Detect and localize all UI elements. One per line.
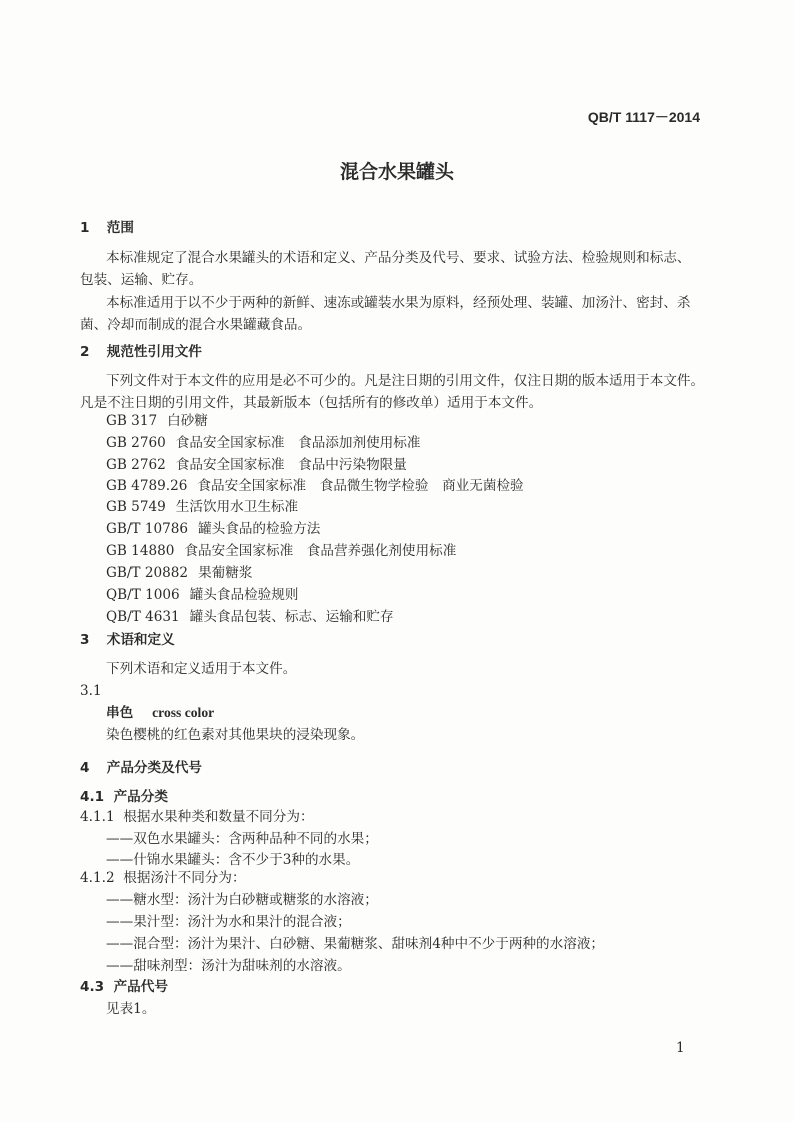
clause-4-1-2 <box>80 868 246 888</box>
clause-number: 4.1.1 <box>80 809 115 825</box>
reference-title: 食品安全国家标准 食品中污染物限量 <box>175 457 407 473</box>
reference-title: 食品安全国家标准 食品添加剂使用标准 <box>175 435 421 451</box>
standard-number: QB/T 1117－2014 <box>587 109 700 125</box>
section-number: 3 <box>80 632 90 648</box>
reference-code: GB 5749 <box>106 499 166 515</box>
paragraph-line: 凡是不注日期的引用文件，其最新版本（包括所有的修改单）适用于本文件。 <box>80 395 543 411</box>
term-cn: 串色 <box>106 705 134 721</box>
normative-reference <box>106 411 208 431</box>
reference-code: GB 2762 <box>106 457 166 473</box>
page-number: 1 <box>676 1040 685 1056</box>
clause-text: 根据汤汁不同分为： <box>123 870 246 886</box>
reference-title: 食品安全国家标准 食品微生物学检验 商业无菌检验 <box>197 478 524 494</box>
list-item: ——双色水果罐头：含两种品种不同的水果； <box>106 831 378 847</box>
section-3-heading <box>80 630 175 650</box>
section-number: 2 <box>80 344 90 360</box>
section-4-heading <box>80 758 202 778</box>
paragraph-line: 本标准适用于以不少于两种的新鲜、速冻或罐装水果为原料，经预处理、装罐、加汤汁、密封、杀 <box>106 295 691 311</box>
paragraph-line: 下列文件对于本文件的应用是必不可少的。凡是注日期的引用文件，仅注日期的版本适用于本文件。 <box>106 373 705 389</box>
normative-reference <box>106 607 394 627</box>
reference-code: GB 4789.26 <box>106 478 188 494</box>
section-2-heading <box>80 342 202 362</box>
list-item: ——果汁型：汤汁为水和果汁的混合液； <box>106 914 351 930</box>
section-title: 范围 <box>106 220 134 236</box>
reference-code: GB 2760 <box>106 435 166 451</box>
normative-reference <box>106 563 252 583</box>
normative-reference <box>106 541 456 561</box>
normative-reference <box>106 497 298 517</box>
section-title: 产品分类 <box>113 789 168 805</box>
normative-reference <box>106 476 524 496</box>
list-item: ——糖水型：汤汁为白砂糖或糖浆的水溶液； <box>106 892 378 908</box>
section-title: 产品分类及代号 <box>106 760 202 776</box>
normative-reference <box>106 455 407 475</box>
page-title: 混合水果罐头 <box>339 161 454 183</box>
normative-reference <box>106 519 320 539</box>
clause-text: 根据水果种类和数量不同分为： <box>123 809 314 825</box>
reference-code: GB 14880 <box>106 543 175 559</box>
list-item: ——什锦水果罐头：含不少于3种的水果。 <box>106 852 360 868</box>
reference-title: 果葡糖浆 <box>198 565 253 581</box>
reference-code: GB 317 <box>106 413 158 429</box>
normative-reference <box>106 433 420 453</box>
reference-title: 白砂糖 <box>167 413 208 429</box>
section-number: 4.1 <box>80 789 105 805</box>
paragraph-line: 菌、冷却而制成的混合水果罐藏食品。 <box>80 317 312 333</box>
subsection-4-1-heading <box>80 787 168 807</box>
term-en: cross color <box>152 705 215 720</box>
paragraph-line: 包装、运输、贮存。 <box>80 272 203 288</box>
paragraph-line: 见表1。 <box>106 1001 156 1017</box>
list-item: ——混合型：汤汁为果汁、白砂糖、果葡糖浆、甜味剂4种中不少于两种的水溶液； <box>106 936 605 952</box>
section-title: 规范性引用文件 <box>106 344 202 360</box>
reference-code: QB/T 4631 <box>106 609 180 625</box>
reference-title: 罐头食品检验规则 <box>189 587 299 603</box>
normative-reference <box>106 585 298 605</box>
section-number: 1 <box>80 220 90 236</box>
term-number: 3.1 <box>80 683 102 699</box>
reference-code: GB/T 10786 <box>106 521 189 537</box>
paragraph-line: 本标准规定了混合水果罐头的术语和定义、产品分类及代号、要求、试验方法、检验规则和标志、 <box>106 250 691 266</box>
section-title: 术语和定义 <box>106 632 175 648</box>
list-item: ——甜味剂型：汤汁为甜味剂的水溶液。 <box>106 958 351 974</box>
definition: 染色樱桃的红色素对其他果块的浸染现象。 <box>106 727 365 743</box>
reference-title: 食品安全国家标准 食品营养强化剂使用标准 <box>184 543 457 559</box>
clause-number: 4.1.2 <box>80 870 115 886</box>
section-number: 4.3 <box>80 979 105 995</box>
section-number: 4 <box>80 760 90 776</box>
reference-title: 生活饮用水卫生标准 <box>175 499 299 515</box>
reference-code: QB/T 1006 <box>106 587 180 603</box>
paragraph-line: 下列术语和定义适用于本文件。 <box>106 661 297 677</box>
reference-title: 罐头食品包装、标志、运输和贮存 <box>189 609 394 625</box>
subsection-4-3-heading <box>80 977 168 997</box>
reference-title: 罐头食品的检验方法 <box>198 521 321 537</box>
clause-4-1-1 <box>80 807 314 827</box>
reference-code: GB/T 20882 <box>106 565 189 581</box>
section-title: 产品代号 <box>113 979 168 995</box>
term <box>106 703 214 723</box>
section-1-heading <box>80 218 134 238</box>
